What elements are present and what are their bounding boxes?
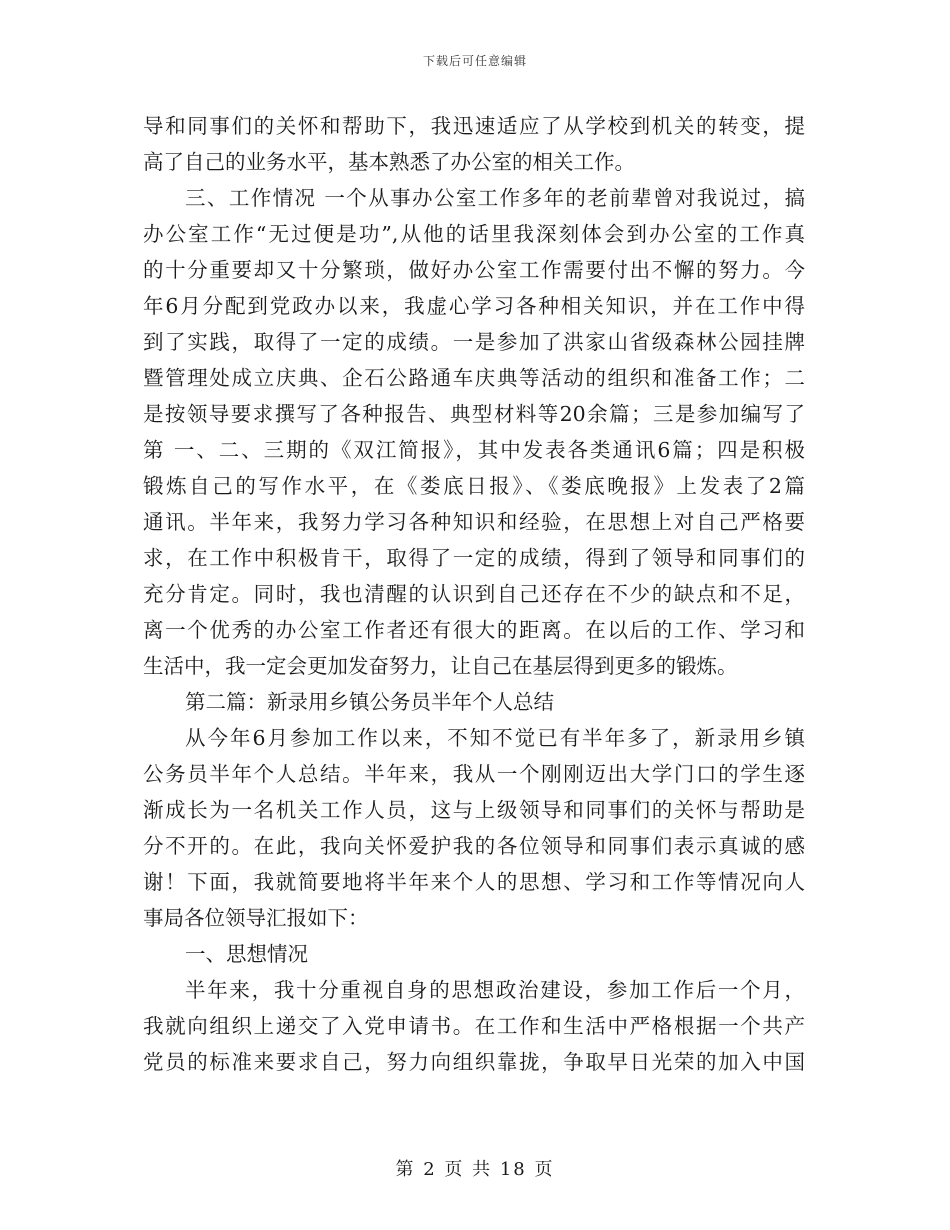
text-line: 分不开的。在此，我向关怀爱护我的各位领导和同事们表示真诚的感 — [143, 834, 805, 858]
text-line: 充分肯定。同时，我也清醒的认识到自己还存在不少的缺点和不足， — [143, 582, 805, 606]
text-line: 党员的标准来要求自己，努力向组织靠拢，争取早日光荣的加入中国 — [143, 1050, 805, 1074]
page-number: 第 2 页 共 18 页 — [395, 1159, 555, 1180]
text-line: 公务员半年个人总结。半年来，我从一个刚刚迈出大学门口的学生逐 — [143, 762, 805, 786]
text-line: 半年来，我十分重视自身的思想政治建设，参加工作后一个月， — [185, 978, 805, 1002]
text-line: 谢！下面，我就简要地将半年来个人的思想、学习和工作等情况向人 — [143, 870, 805, 894]
text-line: 一、思想情况 — [185, 942, 308, 966]
text-line: 第 一、二、三期的《双江简报》，其中发表各类通讯6篇；四是积极 — [143, 438, 805, 462]
page-header: 下载后可任意编辑 — [422, 54, 527, 68]
text-line: 第二篇：新录用乡镇公务员半年个人总结 — [185, 690, 554, 714]
text-line: 从今年6月参加工作以来，不知不觉已有半年多了，新录用乡镇 — [185, 726, 805, 750]
text-line: 是按领导要求撰写了各种报告、典型材料等20余篇；三是参加编写了 — [143, 402, 805, 426]
text-line: 离一个优秀的办公室工作者还有很大的距离。在以后的工作、学习和 — [143, 618, 805, 642]
text-line: 的十分重要却又十分繁琐，做好办公室工作需要付出不懈的努力。今 — [143, 258, 805, 282]
text-line: 导和同事们的关怀和帮助下，我迅速适应了从学校到机关的转变，提 — [143, 114, 805, 138]
text-line: 生活中，我一定会更加发奋努力，让自己在基层得到更多的锻炼。 — [143, 654, 738, 678]
text-line: 锻炼自己的写作水平，在《娄底日报》、《娄底晚报》上发表了2篇 — [143, 474, 805, 498]
text-line: 年6月分配到党政办以来，我虚心学习各种相关知识，并在工作中得 — [143, 294, 805, 318]
document-body — [143, 108, 805, 1080]
text-line: 渐成长为一名机关工作人员，这与上级领导和同事们的关怀与帮助是 — [143, 798, 805, 822]
text-line: 事局各位领导汇报如下： — [143, 906, 369, 930]
text-line: 办公室工作“无过便是功”,从他的话里我深刻体会到办公室的工作真 — [143, 222, 805, 246]
text-line: 通讯。半年来，我努力学习各种知识和经验，在思想上对自己严格要 — [143, 510, 805, 534]
text-line: 三、工作情况 一个从事办公室工作多年的老前辈曾对我说过，搞 — [185, 186, 805, 210]
text-line: 高了自己的业务水平，基本熟悉了办公室的相关工作。 — [143, 150, 635, 174]
text-line: 求，在工作中积极肯干，取得了一定的成绩，得到了领导和同事们的 — [143, 546, 805, 570]
text-line: 到了实践，取得了一定的成绩。一是参加了洪家山省级森林公园挂牌 — [143, 330, 805, 354]
text-line: 我就向组织上递交了入党申请书。在工作和生活中严格根据一个共产 — [143, 1014, 805, 1038]
text-line: 暨管理处成立庆典、企石公路通车庆典等活动的组织和准备工作；二 — [143, 366, 805, 390]
